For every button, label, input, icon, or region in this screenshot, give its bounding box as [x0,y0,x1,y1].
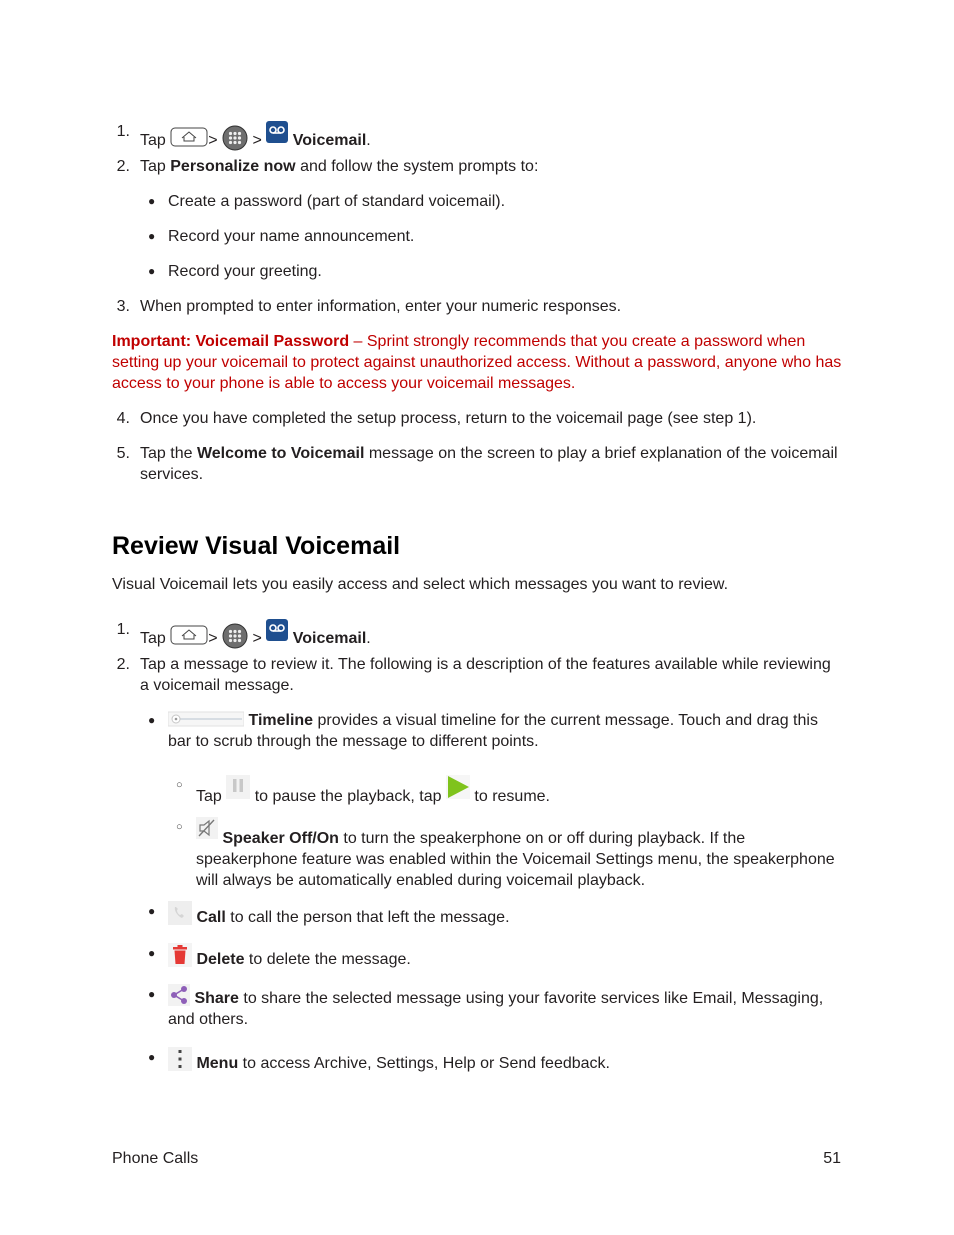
delete-icon [168,943,192,967]
step-number: 2. [116,158,130,175]
personalize-now-label: Personalize now [170,158,296,175]
timeline-label: Timeline [248,712,314,729]
voicemail-icon [266,619,288,641]
menu-icon [168,1047,192,1071]
bullet: ● [148,264,156,278]
play-icon [446,775,470,799]
voicemail-label: Voicemail [292,630,367,647]
step-text: Tap [140,132,166,149]
call-label: Call [196,909,226,926]
speaker-off-on-label: Speaker Off/On [222,830,339,847]
separator: > [208,630,218,647]
voicemail-label: Voicemail [292,132,367,149]
section-intro: Visual Voicemail lets you easily access and select which messages you want to review. [112,576,729,593]
bullet: ● [148,229,156,243]
apps-icon [222,623,248,649]
timeline-bar-icon [168,711,244,727]
step-number: 5. [116,445,130,462]
call-icon [168,901,192,925]
pause-icon [226,775,250,799]
bullet: ● [148,1050,156,1064]
home-key-icon [170,127,208,147]
sub-bullet: ○ [176,779,183,791]
bullet: ● [148,713,156,727]
bullet: ● [148,904,156,918]
welcome-to-voicemail-label: Welcome to Voicemail [196,445,365,462]
step-number: 4. [116,410,130,427]
bullet: ● [148,194,156,208]
important-note: Important: Voicemail Password – Sprint strongly recommends that you create a password when setting up your voicemail to protect against unauthorized access. Without a password, anyone who has access to your phone is able to access your voicemail messages. [112,333,842,392]
page-number: 51 [823,1150,841,1167]
share-label: Share [194,990,239,1007]
footer-section-name: Phone Calls [112,1150,199,1167]
section-title: Review Visual Voicemail [112,532,401,560]
step-number: 3. [116,298,130,315]
bullet: ● [148,987,156,1001]
important-heading: Important: Voicemail Password [112,333,350,350]
bullet: ● [148,946,156,960]
apps-icon [222,125,248,151]
separator: > [252,132,262,149]
voicemail-icon [266,121,288,143]
step-number: 1. [116,123,130,140]
delete-label: Delete [196,951,245,968]
share-icon [168,984,190,1006]
speaker-off-icon [196,817,218,839]
menu-label: Menu [196,1055,239,1072]
separator: > [252,630,262,647]
step-number: 2. [116,656,130,673]
step-number: 1. [116,621,130,638]
home-key-icon [170,625,208,645]
sub-bullet: ○ [176,821,183,833]
separator: > [208,132,218,149]
